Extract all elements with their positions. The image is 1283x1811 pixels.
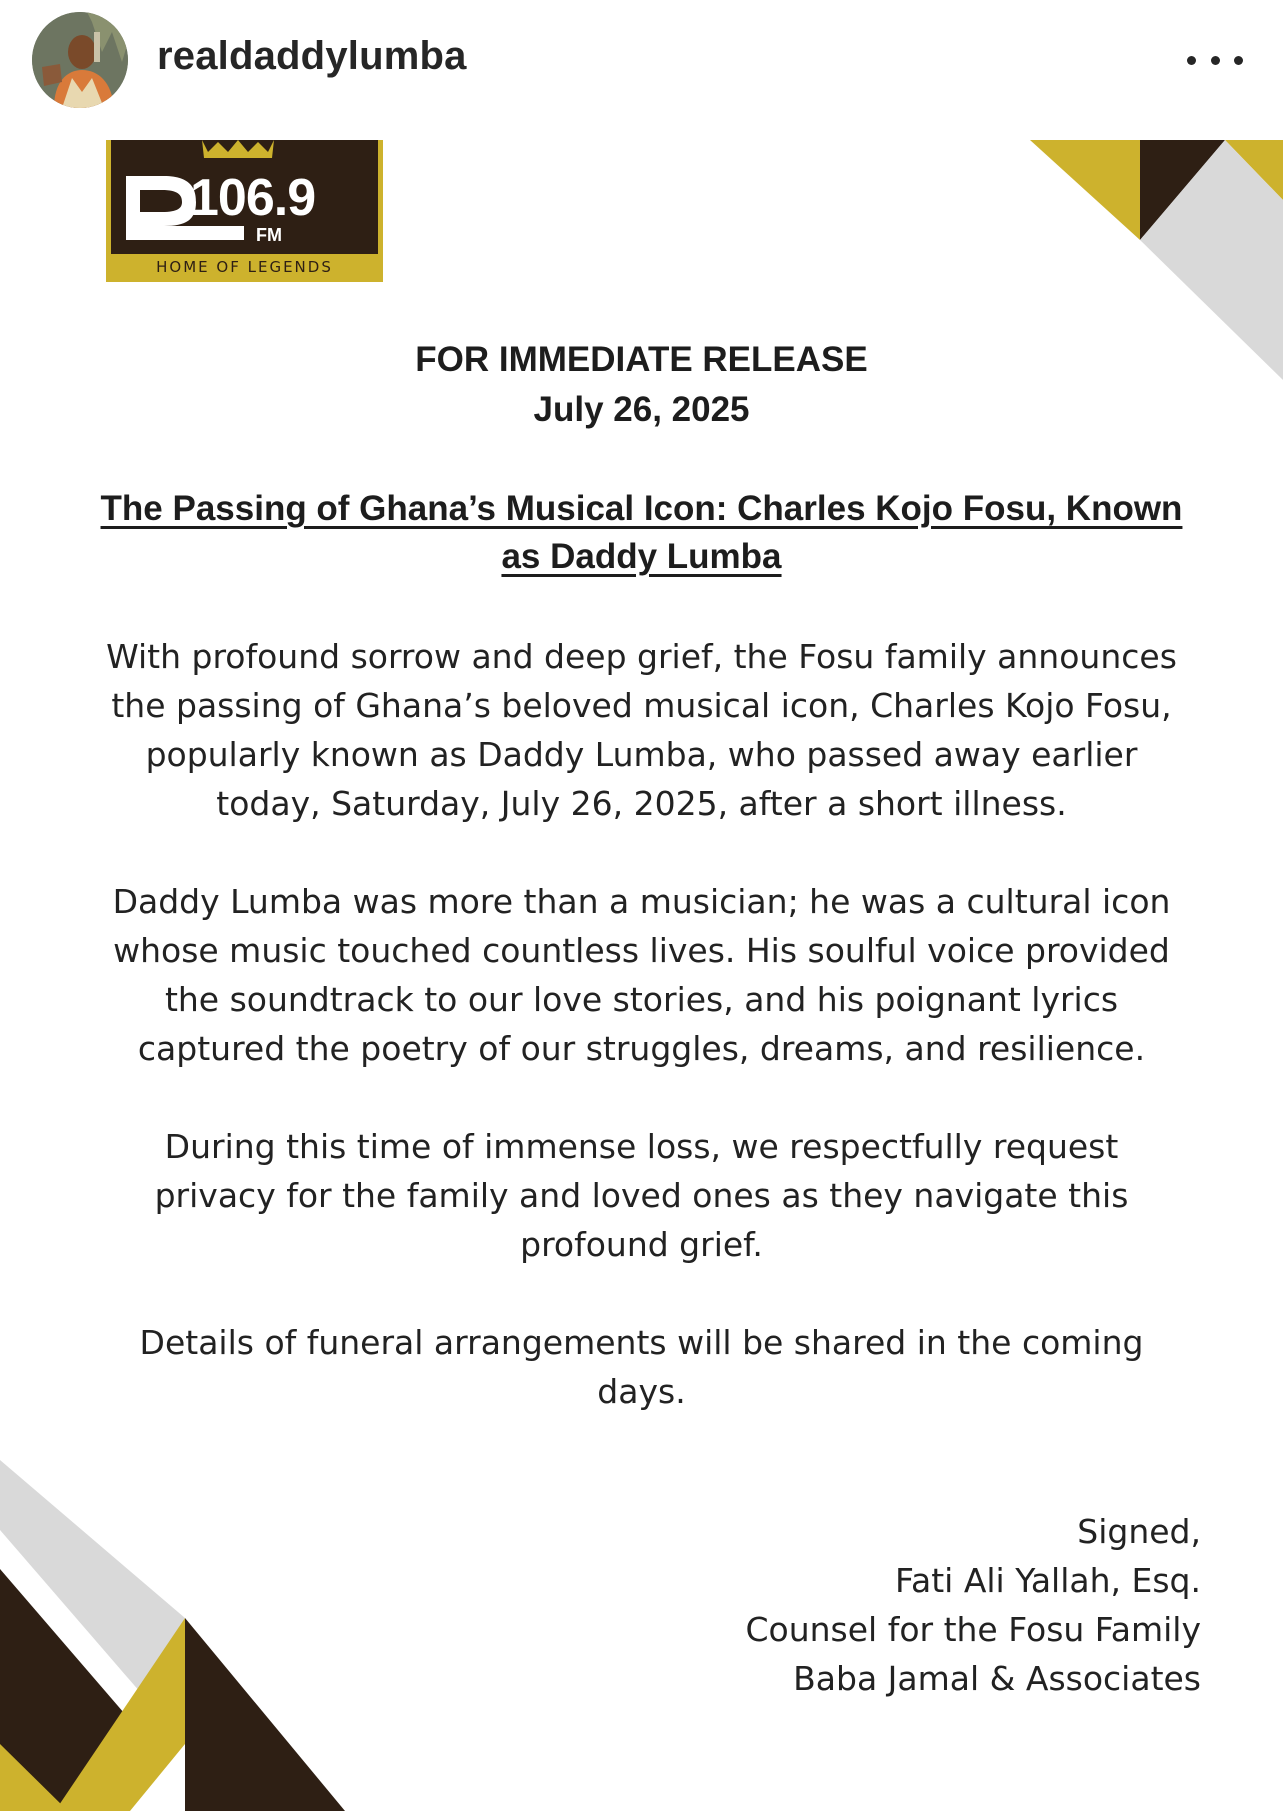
text-line: Daddy Lumba was more than a musician; he was a cultural icon bbox=[112, 882, 1171, 921]
logo-frequency: 106.9 bbox=[190, 169, 316, 227]
account-username[interactable]: realdaddylumba bbox=[157, 34, 467, 78]
text-line: popularly known as Daddy Lumba, who passed away earlier bbox=[145, 735, 1138, 774]
paragraph-tribute bbox=[60, 877, 1223, 1073]
radio-logo bbox=[106, 140, 383, 282]
text-line: days. bbox=[597, 1372, 686, 1411]
signature-line: Signed, bbox=[1077, 1512, 1201, 1551]
text-line: privacy for the family and loved ones as they navigate this bbox=[154, 1176, 1129, 1215]
text-line: the soundtrack to our love stories, and his poignant lyrics bbox=[164, 980, 1119, 1019]
headline-line-2: as Daddy Lumba bbox=[501, 537, 782, 576]
dot bbox=[1211, 56, 1220, 65]
dot bbox=[1187, 56, 1196, 65]
text-line: Details of funeral arrangements will be shared in the coming bbox=[139, 1323, 1144, 1362]
avatar-photo bbox=[32, 12, 128, 108]
release-date: July 26, 2025 bbox=[533, 390, 750, 429]
text-line: captured the poetry of our struggles, dreams, and resilience. bbox=[137, 1029, 1146, 1068]
more-options-icon[interactable] bbox=[1187, 42, 1243, 78]
text-line: With profound sorrow and deep grief, the Fosu family announces bbox=[106, 637, 1177, 676]
logo-band: FM bbox=[256, 225, 282, 245]
release-label: FOR IMMEDIATE RELEASE bbox=[415, 340, 868, 379]
text-line: today, Saturday, July 26, 2025, after a short illness. bbox=[216, 784, 1067, 823]
logo-tagline: HOME OF LEGENDS bbox=[156, 258, 333, 276]
signature-line: Baba Jamal & Associates bbox=[793, 1659, 1201, 1698]
profile-avatar[interactable] bbox=[32, 12, 128, 108]
corner-decoration-bottom-left bbox=[0, 1460, 360, 1811]
post-header bbox=[0, 0, 1283, 141]
signature-block bbox=[745, 1507, 1201, 1703]
headline-line-1: The Passing of Ghana’s Musical Icon: Charles Kojo Fosu, Known bbox=[100, 489, 1183, 528]
signature-line: Counsel for the Fosu Family bbox=[745, 1610, 1201, 1649]
post-image bbox=[0, 140, 1283, 1811]
paragraph-announcement bbox=[60, 632, 1223, 828]
text-line: profound grief. bbox=[520, 1225, 763, 1264]
paragraph-privacy bbox=[60, 1122, 1223, 1269]
dot bbox=[1234, 56, 1243, 65]
text-line: whose music touched countless lives. His soulful voice provided bbox=[113, 931, 1170, 970]
text-line: During this time of immense loss, we respectfully request bbox=[164, 1127, 1119, 1166]
paragraph-funeral bbox=[60, 1318, 1223, 1416]
signature-line: Fati Ali Yallah, Esq. bbox=[895, 1561, 1201, 1600]
text-line: the passing of Ghana’s beloved musical icon, Charles Kojo Fosu, bbox=[111, 686, 1172, 725]
